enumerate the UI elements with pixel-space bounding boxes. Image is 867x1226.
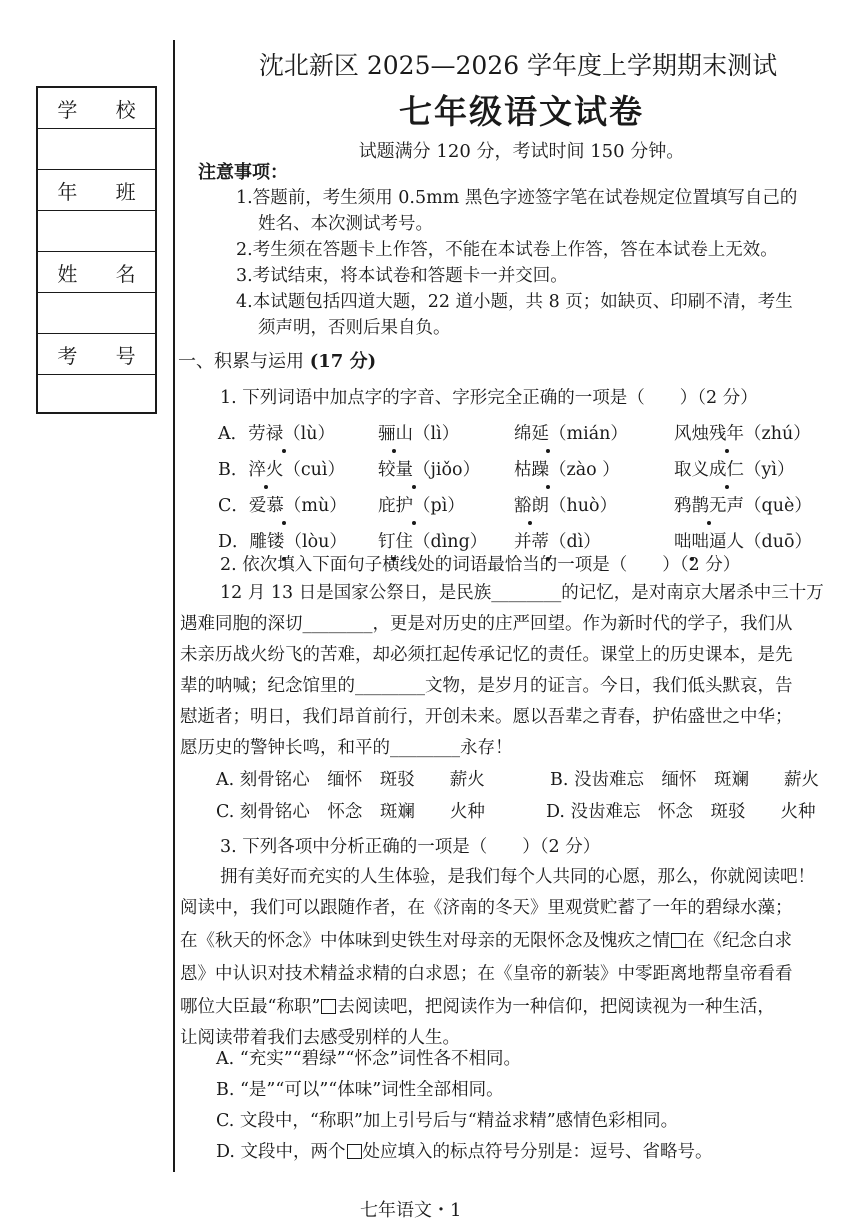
name-field[interactable]	[38, 293, 155, 334]
q1-option-b-3: 枯躁（zào ）	[514, 460, 620, 480]
q3-option-d-suffix: 处应填入的标点符号分别是：逗号、省略号。	[362, 1142, 713, 1162]
q1-option-b-2: 较量（jiǒo）	[378, 460, 481, 480]
subject-title: 七年级语文试卷	[399, 92, 644, 131]
q1-option-c-1: C．爱慕（mù）	[218, 496, 347, 516]
emphasis-dot	[707, 521, 711, 525]
q3-passage-line-3-tail: 在《纪念白求	[687, 931, 792, 951]
notice-item-4: 4.本试题包括四道大题，22 道小题，共 8 页；如缺页、印刷不清，考生	[236, 292, 793, 312]
q3-passage-line-5-tail: 去阅读吧，把阅读作为一种信仰，把阅读视为一种生活，	[337, 997, 775, 1017]
q3-passage-line-5	[180, 995, 775, 1019]
exam-subtitle: 试题满分 120 分，考试时间 150 分钟。	[358, 141, 685, 162]
q3-passage-line-3	[180, 929, 792, 953]
q1-option-d-1: D．雕镂（lòu）	[218, 532, 347, 552]
q1-option-c-3: 豁朗（huò）	[514, 496, 618, 516]
notice-item-4-cont: 须声明，否则后果自负。	[258, 318, 451, 338]
q3-passage-line-1: 拥有美好而充实的人生体验，是我们每个人共同的心愿，那么，你就阅读吧！	[220, 867, 815, 887]
q1-option-a-4: 风烛残年（zhú）	[674, 424, 811, 444]
emphasis-dot	[412, 485, 416, 489]
binding-line	[173, 40, 175, 1172]
q3-option-a-text: A. “充实”“碧绿”“怀念”词性各不相同。	[216, 1049, 521, 1069]
student-info-box	[36, 86, 157, 414]
notice-item-2: 2.考生须在答题卡上作答，不能在本试卷上作答，答在本试卷上无效。	[236, 240, 778, 260]
q2-passage-line-1: 12 月 13 日是国家公祭日，是民族________的记忆，是对南京大屠杀中三十万	[220, 583, 824, 603]
q3-option-c-text: C. 文段中，“称职”加上引号后与“精益求精”感情色彩相同。	[216, 1111, 679, 1131]
emphasis-dot	[392, 449, 396, 453]
emphasis-dot	[546, 449, 550, 453]
emphasis-dot	[412, 521, 416, 525]
question-1-stem: 1. 下列词语中加点字的字音、字形完全正确的一项是（ ）（2 分）	[220, 388, 758, 408]
q2-option-d: D. 没齿难忘 怀念 斑驳 火种	[546, 802, 816, 822]
q1-option-a-3: 绵延（mián）	[514, 424, 628, 444]
q3-option-b-text: B. “是”“可以”“体味”词性全部相同。	[216, 1080, 504, 1100]
q2-option-c: C. 刻骨铭心 怀念 斑斓 火种	[216, 802, 485, 822]
page-footer: 七年语文・1	[360, 1200, 462, 1221]
q1-option-d-2: 钉住（dìng）	[378, 532, 488, 552]
q3-passage-line-2: 阅读中，我们可以跟随作者，在《济南的冬天》里观赏贮蓄了一年的碧绿水藻；	[180, 898, 793, 918]
emphasis-dot	[282, 521, 286, 525]
q1-option-d-3: 并蒂（dì）	[514, 532, 601, 552]
blank-box-1	[671, 933, 686, 948]
q1-option-a-1: A．劳禄（lù）	[218, 424, 336, 444]
name-label: 姓 名	[38, 252, 155, 293]
notice-item-3: 3.考试结束，将本试卷和答题卡一并交回。	[236, 266, 568, 286]
question-2-stem: 2. 依次填入下面句子横线处的词语最恰当的一项是（ ）（2 分）	[220, 555, 741, 575]
q1-option-d-4: 咄咄逼人（duō）	[674, 532, 813, 552]
q2-passage-line-4: 辈的呐喊；纪念馆里的________文物，是岁月的证言。今日，我们低头默哀，告	[180, 676, 793, 696]
blank-box-3	[347, 1144, 362, 1159]
notice-item-1: 1.答题前，考生须用 0.5mm 黑色字迹签字笔在试卷规定位置填写自己的	[236, 188, 798, 208]
emphasis-dot	[264, 485, 268, 489]
school-label: 学 校	[38, 88, 155, 129]
emphasis-dot	[725, 449, 729, 453]
q3-option-d-prefix: D. 文段中，两个	[216, 1142, 346, 1162]
q3-option-d-text	[216, 1140, 713, 1164]
notice-heading: 注意事项：	[198, 162, 288, 183]
question-3-stem: 3. 下列各项中分析正确的一项是（ ）（2 分）	[220, 837, 601, 857]
q3-passage-line-3-text: 在《秋天的怀念》中体味到史铁生对母亲的无限怀念及愧疚之情	[180, 931, 670, 951]
exam-number-label: 考 号	[38, 334, 155, 375]
class-label: 年 班	[38, 170, 155, 211]
q3-passage-line-5-text: 哪位大臣最“称职”	[180, 997, 321, 1017]
emphasis-dot	[725, 485, 729, 489]
q2-option-b: B. 没齿难忘 缅怀 斑斓 薪火	[550, 770, 819, 790]
notice-item-1-cont: 姓名、本次测试考号。	[258, 214, 433, 234]
section-score: (17 分)	[309, 351, 377, 372]
q2-passage-line-6: 愿历史的警钟长鸣，和平的________永存！	[180, 738, 513, 758]
emphasis-dot	[528, 521, 532, 525]
exam-title: 沈北新区 2025—2026 学年度上学期期末测试	[258, 51, 778, 80]
q1-option-b-1: B．淬火（cuì）	[218, 460, 346, 480]
q1-option-c-4: 鸦鹊无声（què）	[674, 496, 812, 516]
q1-option-a-2: 骊山（lì）	[378, 424, 460, 444]
q3-passage-line-6: 让阅读带着我们去感受别样的人生。	[180, 1028, 460, 1048]
q1-option-b-4: 取义成仁（yì）	[674, 460, 795, 480]
q2-passage-line-5: 慰逝者；明日，我们昂首前行，开创未来。愿以吾辈之青春，护佑盛世之中华；	[180, 707, 793, 727]
q3-passage-line-4: 恩》中认识对技术精益求精的白求恩；在《皇帝的新装》中零距离地帮皇帝看看	[180, 964, 793, 984]
section-heading	[178, 350, 376, 374]
class-field[interactable]	[38, 211, 155, 252]
emphasis-dot	[282, 449, 286, 453]
school-field[interactable]	[38, 129, 155, 170]
exam-number-field[interactable]	[38, 375, 155, 413]
q2-passage-line-2: 遇难同胞的深切________，更是对历史的庄严回望。作为新时代的学子，我们从	[180, 614, 793, 634]
emphasis-dot	[546, 485, 550, 489]
blank-box-2	[321, 999, 336, 1014]
section-title: 一、积累与运用	[178, 351, 304, 372]
q1-option-c-2: 庇护（pì）	[378, 496, 465, 516]
q2-option-a: A. 刻骨铭心 缅怀 斑驳 薪火	[216, 770, 485, 790]
q2-passage-line-3: 未亲历战火纷飞的苦难，却必须扛起传承记忆的责任。课堂上的历史课本，是先	[180, 645, 793, 665]
